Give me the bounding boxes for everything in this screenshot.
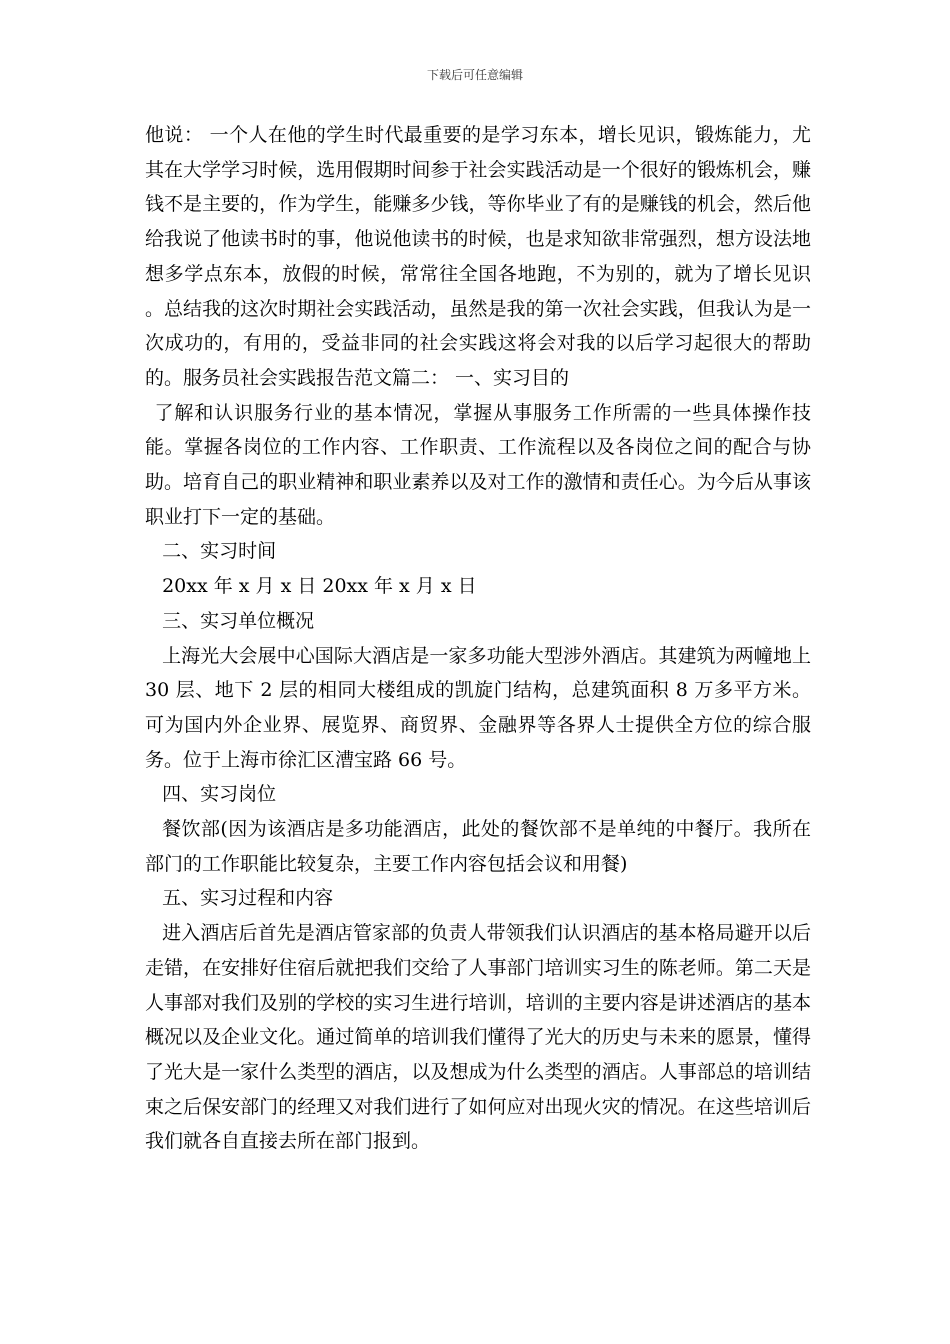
page-header-note: 下载后可任意编辑: [426, 68, 523, 82]
paragraph-internship-post: 餐饮部(因为该酒店是多功能酒店，此处的餐饮部不是单纯的中餐厅。我所在部门的工作职能比较复杂，主要工作内容包括会议和用餐): [145, 818, 811, 875]
heading-internship-time: 二、实习时间: [162, 540, 277, 563]
document-body: [145, 118, 818, 1159]
paragraph-objective: 了解和认识服务行业的基本情况，掌握从事服务工作所需的一些具体操作技能。掌握各岗位的工作内容、工作职责、工作流程以及各岗位之间的配合与协助。培育自己的职业精神和职业素养以及对工作的激情和责任心。为今后从事该职业打下一定的基础。: [145, 401, 811, 528]
paragraph-unit-overview: 上海光大会展中心国际大酒店是一家多功能大型涉外酒店。其建筑为两幢地上 30 层、地下 2 层的相同大楼组成的凯旋门结构，总建筑面积 8 万多平方米。可为国内外企业界、展览界、商贸界、金融界等各界人士提供全方位的综合服务。位于上海市徐汇区漕宝路 66 号。: [145, 644, 818, 771]
paragraph-process-content: 进入酒店后首先是酒店管家部的负责人带领我们认识酒店的基本格局避开以后走错，在安排好住宿后就把我们交给了人事部门培训实习生的陈老师。第二天是人事部对我们及别的学校的实习生进行培训，培训的主要内容是讲述酒店的基本概况以及企业文化。通过简单的培训我们懂得了光大的历史与未来的愿景，懂得了光大是一家什么类型的酒店，以及想成为什么类型的酒店。人事部总的培训结束之后保安部门的经理又对我们进行了如何应对出现火灾的情况。在这些培训后我们就各自直接去所在部门报到。: [145, 922, 811, 1153]
heading-internship-post: 四、实习岗位: [162, 783, 277, 806]
internship-time-value: 20xx 年 x 月 x 日 20xx 年 x 月 x 日: [162, 575, 477, 598]
heading-process-content: 五、实习过程和内容: [162, 887, 334, 910]
paragraph-conclusion: 他说： 一个人在他的学生时代最重要的是学习东本，增长见识，锻炼能力，尤其在大学学习时候，选用假期时间参于社会实践活动是一个很好的锻炼机会，赚钱不是主要的，作为学生，能赚多少钱，等你毕业了有的是赚钱的机会，然后他给我说了他读书时的事，他说他读书的时候，也是求知欲非常强烈，想方设法地想多学点东本，放假的时候，常常往全国各地跑，不为别的，就为了增长见识 。总结我的这次时期社会实践活动，虽然是我的第一次社会实践，但我认为是一次成功的，有用的，受益非同的社会实践这将会对我的以后学习起很大的帮助的。服务员社会实践报告范文篇二： 一、实习目的: [145, 124, 818, 389]
heading-unit-overview: 三、实习单位概况: [162, 609, 315, 632]
